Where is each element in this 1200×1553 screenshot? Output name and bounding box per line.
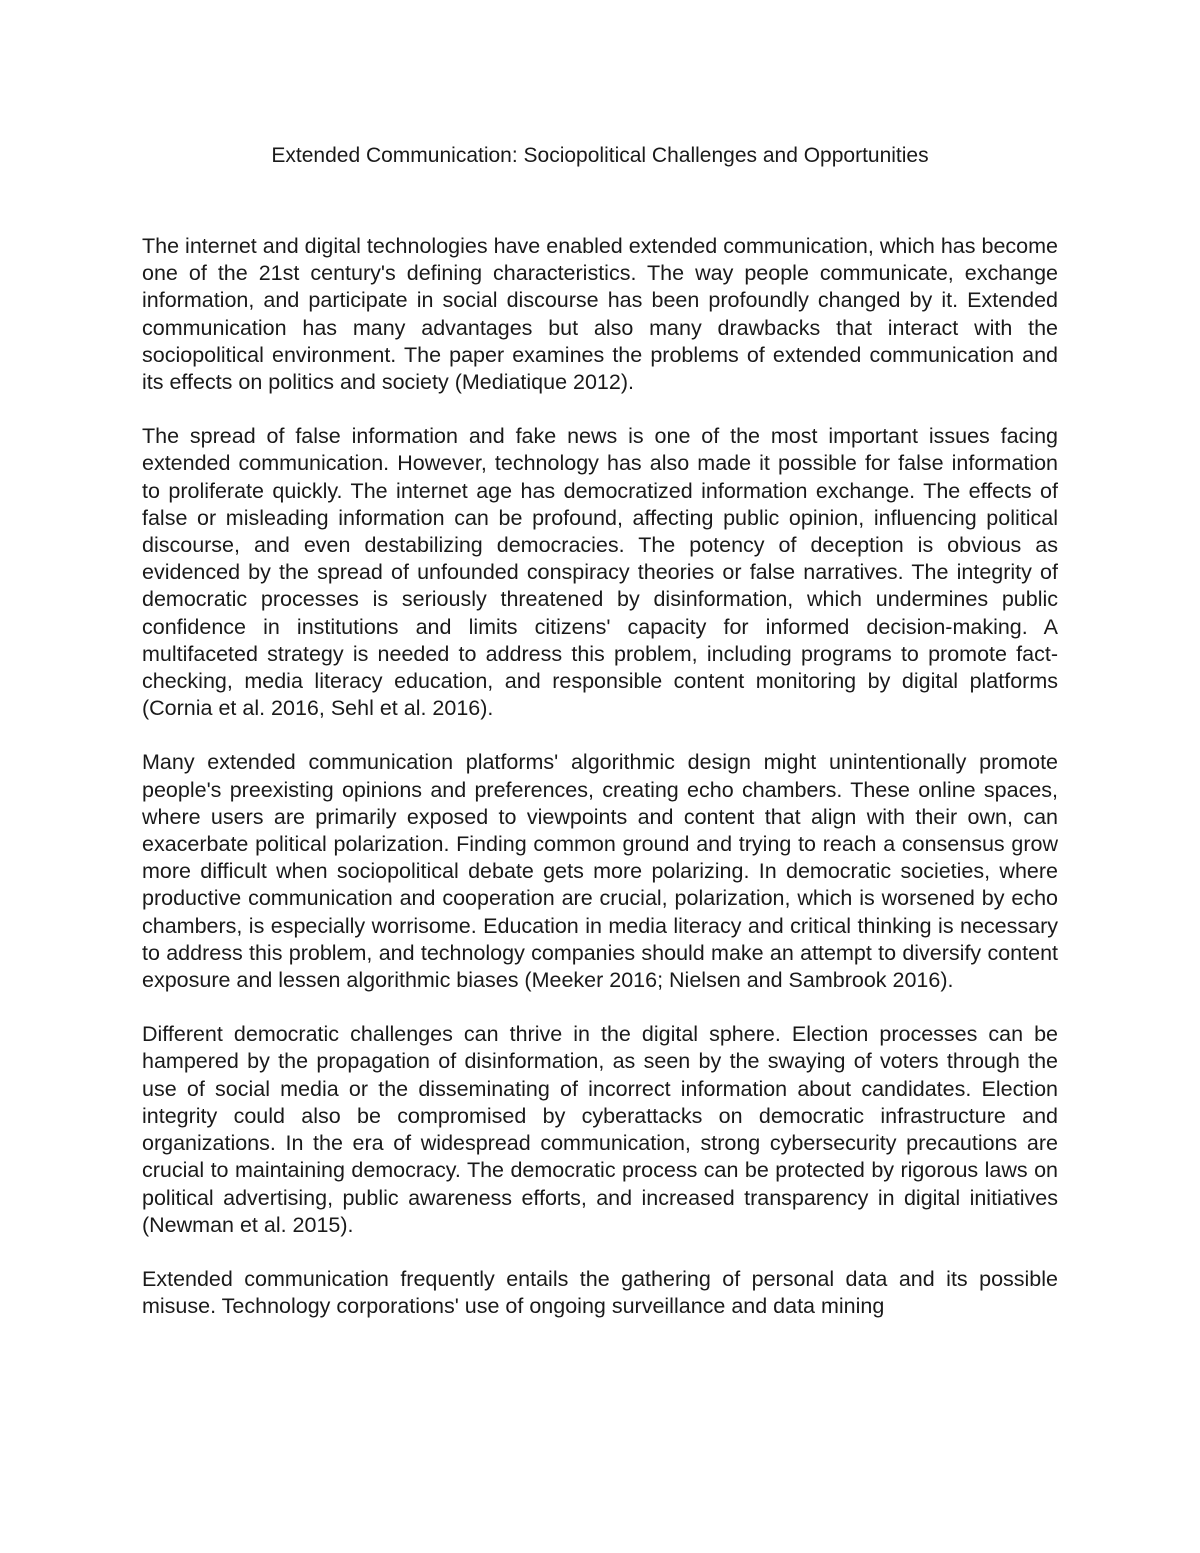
document-body bbox=[142, 233, 1058, 1347]
paragraph-democratic-challenges: Different democratic challenges can thrive in the digital sphere. Election processes can be hampered by the propagation of disinformation, as seen by the swaying of voters through the use of social media or the disseminating of incorrect information about candidates. Election integrity could also be compromised by cyberattacks on democratic infrastructure and organizations. In the era of widespread communication, strong cybersecurity precautions are crucial to maintaining democracy. The democratic process can be protected by rigorous laws on political advertising, public awareness efforts, and increased transparency in digital initiatives (Newman et al. 2015). bbox=[142, 1022, 1058, 1237]
document-title: Extended Communication: Sociopolitical Challenges and Opportunities bbox=[271, 144, 929, 167]
paragraph-intro: The internet and digital technologies have enabled extended communication, which has become one of the 21st century's defining characteristics. The way people communicate, exchange information, and participate in social discourse has been profoundly changed by it. Extended communication has many advantages but also many drawbacks that interact with the sociopolitical environment. The paper examines the problems of extended communication and its effects on politics and society (Mediatique 2012). bbox=[142, 234, 1058, 395]
paragraph-false-information: The spread of false information and fake news is one of the most important issues facing extended communication. However, technology has also made it possible for false information to proliferate quickly. The internet age has democratized information exchange. The effects of false or misleading information can be profound, affecting public opinion, influencing political discourse, and even destabilizing democracies. The potency of deception is obvious as evidenced by the spread of unfounded conspiracy theories or false narratives. The integrity of democratic processes is seriously threatened by disinformation, which undermines public confidence in institutions and limits citizens' capacity for informed decision-making. A multifaceted strategy is needed to address this problem, including programs to promote fact-checking, media literacy education, and responsible content monitoring by digital platforms (Cornia et al. 2016, Sehl et al. 2016). bbox=[142, 424, 1058, 721]
paragraph-personal-data: Extended communication frequently entails the gathering of personal data and its possible misuse. Technology corporations' use of ongoing surveillance and data mining bbox=[142, 1266, 1058, 1319]
paragraph-echo-chambers: Many extended communication platforms' algorithmic design might unintentionally promote people's preexisting opinions and preferences, creating echo chambers. These online spaces, where users are primarily exposed to viewpoints and content that align with their own, can exacerbate political polarization. Finding common ground and trying to reach a consensus grow more difficult when sociopolitical debate gets more polarizing. In democratic societies, where productive communication and cooperation are crucial, polarization, which is worsened by echo chambers, is especially worrisome. Education in media literacy and critical thinking is necessary to address this problem, and technology companies should make an attempt to diversify content exposure and lessen algorithmic biases (Meeker 2016; Nielsen and Sambrook 2016). bbox=[142, 750, 1058, 993]
